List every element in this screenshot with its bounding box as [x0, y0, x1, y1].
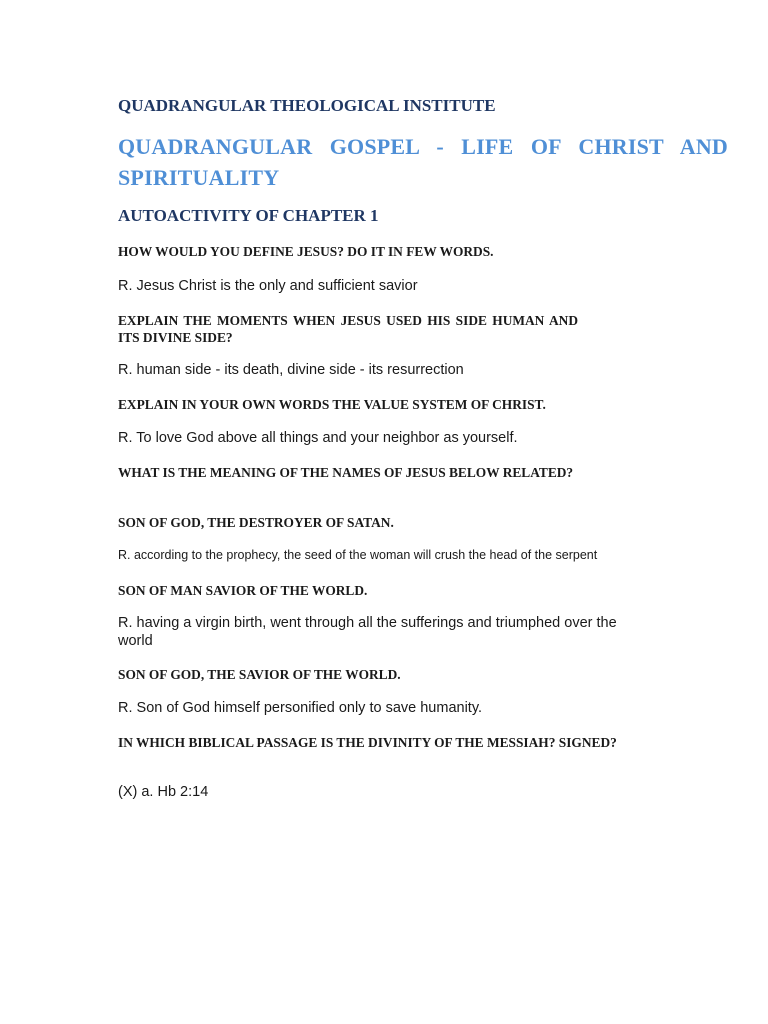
answer-1: R. Jesus Christ is the only and sufficient savior	[118, 278, 418, 294]
answer-6: R. having a virgin birth, went through all the sufferings and triumphed over the world	[118, 615, 617, 649]
answer-3: R. To love God above all things and your neighbor as yourself.	[118, 430, 518, 446]
institute-heading: QUADRANGULAR THEOLOGICAL INSTITUTE	[118, 96, 496, 115]
answer-8: (X) a. Hb 2:14	[118, 784, 209, 800]
question-6: SON OF MAN SAVIOR OF THE WORLD.	[118, 583, 368, 598]
question-3: EXPLAIN IN YOUR OWN WORDS THE VALUE SYSTEM OF CHRIST.	[118, 397, 546, 412]
course-title: QUADRANGULAR GOSPEL - LIFE OF CHRIST AND SPIRITUALITY	[118, 134, 728, 190]
answer-7: R. Son of God himself personified only to save humanity.	[118, 700, 483, 716]
question-2: EXPLAIN THE MOMENTS WHEN JESUS USED HIS SIDE HUMAN AND ITS DIVINE SIDE?	[118, 313, 578, 345]
question-1: HOW WOULD YOU DEFINE JESUS? DO IT IN FEW WORDS.	[118, 244, 494, 259]
chapter-heading: AUTOACTIVITY OF CHAPTER 1	[118, 206, 379, 225]
question-7: SON OF GOD, THE SAVIOR OF THE WORLD.	[118, 667, 401, 682]
answer-5: R. according to the prophecy, the seed of the woman will crush the head of the serpent	[118, 548, 598, 562]
answer-2: R. human side - its death, divine side - its resurrection	[118, 362, 464, 378]
question-4: WHAT IS THE MEANING OF THE NAMES OF JESUS BELOW RELATED?	[118, 465, 574, 480]
question-5: SON OF GOD, THE DESTROYER OF SATAN.	[118, 515, 394, 530]
question-8: IN WHICH BIBLICAL PASSAGE IS THE DIVINITY OF THE MESSIAH? SIGNED?	[118, 735, 617, 750]
